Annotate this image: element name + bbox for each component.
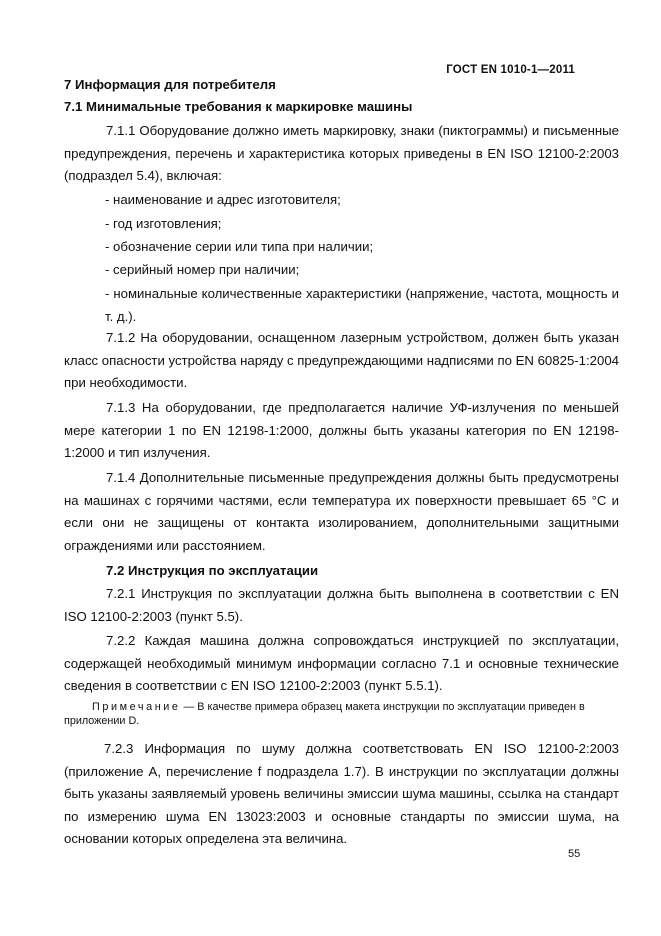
paragraph-7-2-2: 7.2.2 Каждая машина должна сопровождаться инструкцией по эксплуатации, содержащей необходимый минимум информации согласно 7.1 и основные технические сведения в соответствии с EN ISO 12100-2:2003 (пункт 5.5.1). [64, 633, 619, 694]
paragraph-7-1-1: 7.1.1 Оборудование должно иметь маркировку, знаки (пиктограммы) и письменные предупреждения, перечень и характеристика которых приведены в EN ISO 12100-2:2003 (подраздел 5.4), включая: [64, 123, 619, 184]
paragraph-7-1-4: 7.1.4 Дополнительные письменные предупреждения должны быть предусмотрены на машинах с горячими частями, если температура их поверхности превышает 65 °С и если они не защищены от контакта изолированием, дополнительными защитными ограждениями или расстоянием. [64, 470, 619, 553]
list-item: - обозначение серии или типа при наличии; [105, 239, 374, 254]
page-number: 55 [568, 848, 581, 860]
paragraph-7-2-1: 7.2.1 Инструкция по эксплуатации должна быть выполнена в соответствии с EN ISO 12100-2:2003 (пункт 5.5). [64, 586, 619, 624]
note [64, 700, 619, 728]
paragraph-7-1-2: 7.1.2 На оборудовании, оснащенном лазерным устройством, должен быть указан класс опасности устройства наряду с предупреждающими надписями по EN 60825-1:2004 при необходимости. [64, 330, 619, 391]
list-item: - наименование и адрес изготовителя; [105, 192, 341, 207]
standard-header: ГОСТ EN 1010-1—2011 [446, 64, 575, 76]
paragraph-7-1-3: 7.1.3 На оборудовании, где предполагается наличие УФ-излучения по меньшей мере категории 1 по EN 12198-1:2000, должны быть указаны категория по EN 12198-1:2000 и тип излучения. [64, 400, 619, 461]
subsection-7-1-title: 7.1 Минимальные требования к маркировке машины [64, 99, 413, 114]
note-label: Примечание [92, 701, 181, 713]
subsection-7-2-title: 7.2 Инструкция по эксплуатации [106, 563, 319, 578]
list-item: - год изготовления; [105, 216, 222, 231]
list-item: - номинальные количественные характеристики (напряжение, частота, мощность и т. д.). [105, 286, 619, 324]
section-title: 7 Информация для потребителя [64, 77, 276, 92]
paragraph-7-2-3: 7.2.3 Информация по шуму должна соответствовать EN ISO 12100-2:2003 (приложение А, перечисление f подраздела 1.7). В инструкции по эксплуатации должны быть указаны заявляемый уровень величины эмиссии шума машины, ссылка на стандарт по измерению шума EN 13023:2003 и основные стандарты по эмиссии шума, на основании которых определена эта величина. [64, 741, 619, 847]
list-item: - серийный номер при наличии; [105, 262, 300, 277]
note-text: — В качестве примера образец макета инструкции по эксплуатации приведен в приложении D. [64, 701, 585, 727]
